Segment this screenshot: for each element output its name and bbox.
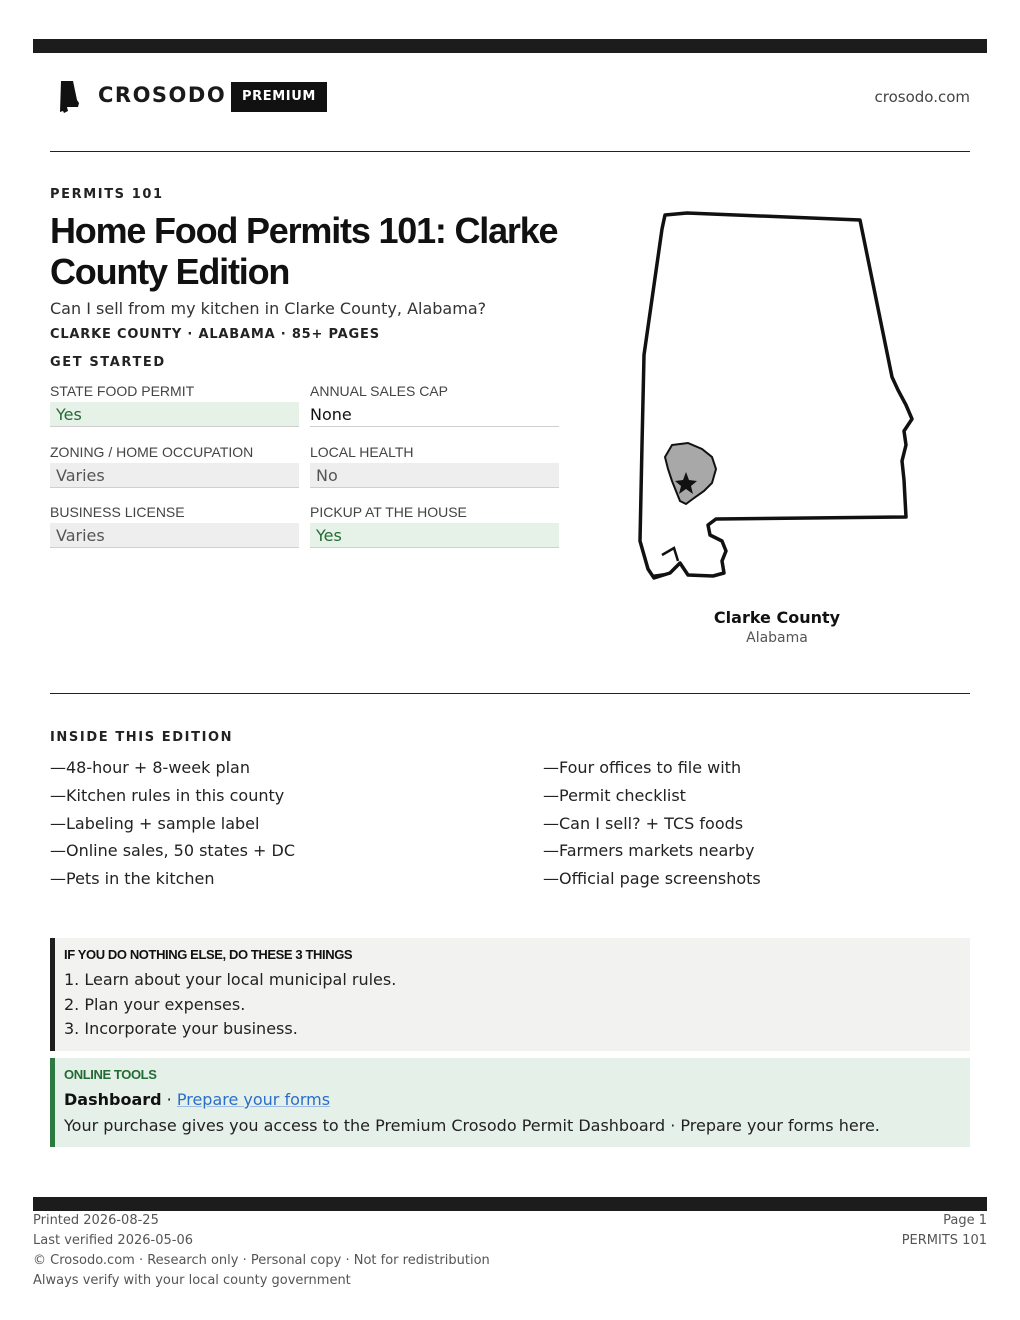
alabama-outline (640, 213, 912, 578)
fact-label: BUSINESS LICENSE (50, 504, 185, 520)
fact-value: Yes (50, 402, 299, 427)
callout-item: 3. Incorporate your business. (64, 1019, 298, 1038)
fact-value: Yes (310, 523, 559, 548)
toc-item: —Permit checklist (543, 785, 686, 805)
callout-title: IF YOU DO NOTHING ELSE, DO THESE 3 THINGS (64, 947, 353, 962)
fact-local-health (310, 443, 559, 488)
prepare-forms-link[interactable]: Prepare your forms (176, 1090, 331, 1109)
page-title: Home Food Permits 101: Clarke County Edition (50, 210, 558, 292)
header-divider (50, 151, 970, 152)
page-subtitle: Can I sell from my kitchen in Clarke County, Alabama? (50, 299, 487, 318)
get-started-heading: GET STARTED (50, 355, 166, 370)
callout-item: 2. Plan your expenses. (64, 994, 246, 1014)
toc-item: —Pets in the kitchen (50, 869, 215, 889)
section-kicker: PERMITS 101 (50, 187, 164, 202)
fact-business-license (50, 503, 299, 548)
toc-item: —Kitchen rules in this county (50, 785, 285, 805)
toc-item: —Farmers markets nearby (543, 841, 755, 861)
toc-item: —48-hour + 8-week plan (50, 758, 250, 777)
copyright-notice: © Crosodo.com · Research only · Personal copy · Not for redistribution (33, 1253, 490, 1268)
fact-state-food-permit (50, 382, 299, 427)
top-rule-bar (33, 39, 987, 53)
tools-title: ONLINE TOOLS (64, 1067, 157, 1082)
alabama-state-silhouette-icon (59, 80, 81, 114)
site-url[interactable]: crosodo.com (874, 88, 970, 106)
toc-item: —Four offices to file with (543, 758, 742, 777)
tools-separator: · (161, 1090, 177, 1109)
edition-meta: CLARKE COUNTY · ALABAMA · 85+ PAGES (50, 327, 380, 342)
fact-label: PICKUP AT THE HOUSE (310, 504, 467, 520)
header (50, 78, 970, 118)
fact-value: Varies (50, 523, 299, 548)
fact-label: ZONING / HOME OCCUPATION (50, 444, 254, 460)
premium-badge: PREMIUM (231, 82, 327, 112)
fact-zoning-home-occupation (50, 443, 299, 488)
footer-section: PERMITS 101 (901, 1233, 987, 1248)
fact-label: STATE FOOD PERMIT (50, 383, 195, 399)
callout-item: 1. Learn about your local municipal rules. (64, 970, 397, 989)
verified-date: Last verified 2026-05-06 (33, 1233, 193, 1248)
inside-edition-heading: INSIDE THIS EDITION (50, 730, 234, 745)
footer-left (33, 1213, 490, 1293)
toc-left-column (50, 757, 490, 896)
map-state-label: Alabama (746, 630, 808, 646)
fact-value: No (310, 463, 559, 488)
section-divider (50, 693, 970, 694)
fact-annual-sales-cap (310, 382, 559, 427)
bottom-rule-bar (33, 1197, 987, 1211)
fact-value: Varies (50, 463, 299, 488)
fact-label: LOCAL HEALTH (310, 444, 414, 460)
tools-links-line (64, 1090, 970, 1116)
brand-name: CROSODO (98, 83, 227, 107)
page-number: Page 1 (943, 1213, 987, 1228)
toc-item: —Can I sell? + TCS foods (543, 813, 744, 833)
printed-date: Printed 2026-08-25 (33, 1213, 159, 1228)
fact-label: ANNUAL SALES CAP (310, 383, 448, 399)
fact-pickup-at-house (310, 503, 559, 548)
fact-value: None (310, 402, 559, 427)
verify-notice: Always verify with your local county government (33, 1273, 351, 1288)
toc-item: —Online sales, 50 states + DC (50, 841, 296, 861)
online-tools-callout (50, 1058, 970, 1147)
map-county-label: Clarke County (713, 608, 841, 627)
toc-right-column (543, 757, 983, 896)
three-things-callout (50, 938, 970, 1051)
toc-item: —Labeling + sample label (50, 813, 260, 833)
dashboard-label: Dashboard (64, 1090, 162, 1109)
toc-item: —Official page screenshots (543, 869, 761, 889)
footer-right (902, 1213, 987, 1253)
tools-description: Your purchase gives you access to the Premium Crosodo Permit Dashboard · Prepare your forms here. (64, 1116, 880, 1135)
county-locator-map (630, 205, 930, 585)
